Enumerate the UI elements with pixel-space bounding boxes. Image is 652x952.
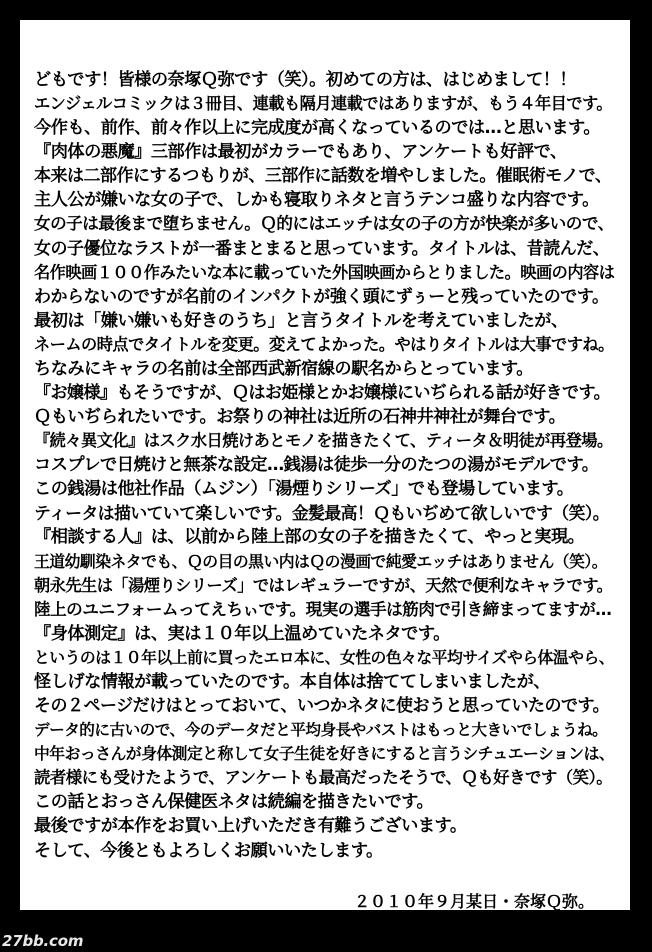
- body-line: 女の子優位なラストが一番まとまると思っています。タイトルは、昔読んだ、: [34, 238, 610, 259]
- afterword-body: [34, 68, 614, 863]
- date-signature: ２０１０年９月某日・奈塚Ｑ弥。: [353, 892, 594, 911]
- body-line: 主人公が嫌いな女の子で、しかも寝取りネタと言うテンコ盛りな内容です。: [34, 190, 599, 211]
- left-border: [0, 0, 20, 952]
- body-line: その２ページだけはとっておいて、いつかネタに使おうと思っていたのです。: [34, 696, 610, 717]
- body-line: 『お嬢様』もそうですが、Ｑはお姫様とかお嬢様にいぢられる話が好きです。: [34, 383, 611, 404]
- body-line: 名作映画１００作みたいな本に載っていた外国映画からとりました。映画の内容は: [34, 262, 615, 282]
- bottom-border: [0, 910, 652, 952]
- site-watermark: 27bb.com: [2, 932, 84, 950]
- body-line: 女の子は最後まで堕ちません。Ｑ的にはエッチは女の子の方が快楽が多いので、: [34, 214, 614, 234]
- body-line: この銭湯は他社作品（ムジン）「湯煙りシリーズ」でも登場しています。: [34, 479, 574, 500]
- body-line: この話とおっさん保健医ネタは続編を描きたいです。: [34, 792, 434, 813]
- body-line: コスプレで日焼けと無茶な設定…銭湯は徒歩一分のたつの湯がモデルです。: [34, 455, 599, 476]
- body-line: 『相談する人』は、以前から陸上部の女の子を描きたくて、やっと実現。: [34, 527, 585, 548]
- body-line: 最初は「嫌い嫌いも好きのうち」と言うタイトルを考えていましたが、: [34, 310, 568, 331]
- body-line: そして、今後ともよろしくお願いいたします。: [34, 840, 383, 861]
- body-line: ティータは描いていて楽しいです。金髪最高！Ｑもいぢめて欲しいです（笑）。: [34, 503, 610, 524]
- body-line: 『身体測定』は、実は１０年以上温めていたネタです。: [34, 623, 450, 644]
- body-line: 読者様にも受けたようで、アンケートも最高だったそうで、Ｑも好きです（笑）。: [34, 768, 613, 788]
- body-line: Ｑもいぢられたいです。お祭りの神社は近所の石神井神社が舞台です。: [34, 407, 566, 428]
- body-line: どもです！皆様の奈塚Ｑ弥です（笑）。初めての方は、はじめまして！！: [34, 70, 577, 90]
- body-line: 中年おっさんが身体測定と称して女子生徒を好きにすると言うシチュエーションは、: [34, 744, 615, 764]
- body-line: 王道幼馴染ネタでも、Ｑの目の黒い内はＱの漫画で純愛エッチはありません（笑）。: [34, 551, 608, 571]
- body-line: データ的に古いので、今のデータだと平均身長やバストはもっと大きいでしょうね。: [34, 721, 608, 740]
- body-line: 今作も、前作、前々作以上に完成度が高くなっているのでは…と思います。: [34, 118, 601, 139]
- body-line: 怪しげな情報が載っていたのです。本自体は捨ててしまいましたが、: [34, 671, 550, 692]
- body-line: 朝永先生は「湯煙りシリーズ」ではレギュラーですが、天然で便利なキャラです。: [34, 575, 613, 595]
- body-line: エンジェルコミックは３冊目、連載も隔月連載ではありますが、もう４年目です。: [34, 94, 613, 114]
- body-line: 最後ですが本作をお買い上げいただき有難うございます。: [34, 816, 467, 837]
- top-border: [0, 0, 652, 20]
- body-line: 『続々異文化』はスク水日焼けあとモノを描きたくて、ティータ＆明徒が再登場。: [34, 431, 613, 451]
- body-line: ネームの時点でタイトルを変更。変えてよかった。やはりタイトルは大事ですね。: [34, 334, 614, 354]
- body-line: 陸上のユニフォームってえちぃです。現実の選手は筋肉で引き締まってますが…: [34, 599, 612, 619]
- body-line: 『肉体の悪魔』三部作は最初がカラーでもあり、アンケートも好評で、: [34, 142, 567, 163]
- body-line: 本来は二部作にするつもりが、三部作に話数を増やしました。催眠術モノで、: [34, 166, 612, 187]
- body-line: わからないのですが名前のインパクトが強く頭にずぅーと残っていたのです。: [34, 286, 609, 307]
- body-line: というのは１０年以上前に買ったエロ本に、女性の色々な平均サイズやら体温やら、: [34, 647, 615, 667]
- body-line: ちなみにキャラの名前は全部西武新宿線の駅名からとっています。: [34, 358, 533, 379]
- right-border: [630, 0, 652, 952]
